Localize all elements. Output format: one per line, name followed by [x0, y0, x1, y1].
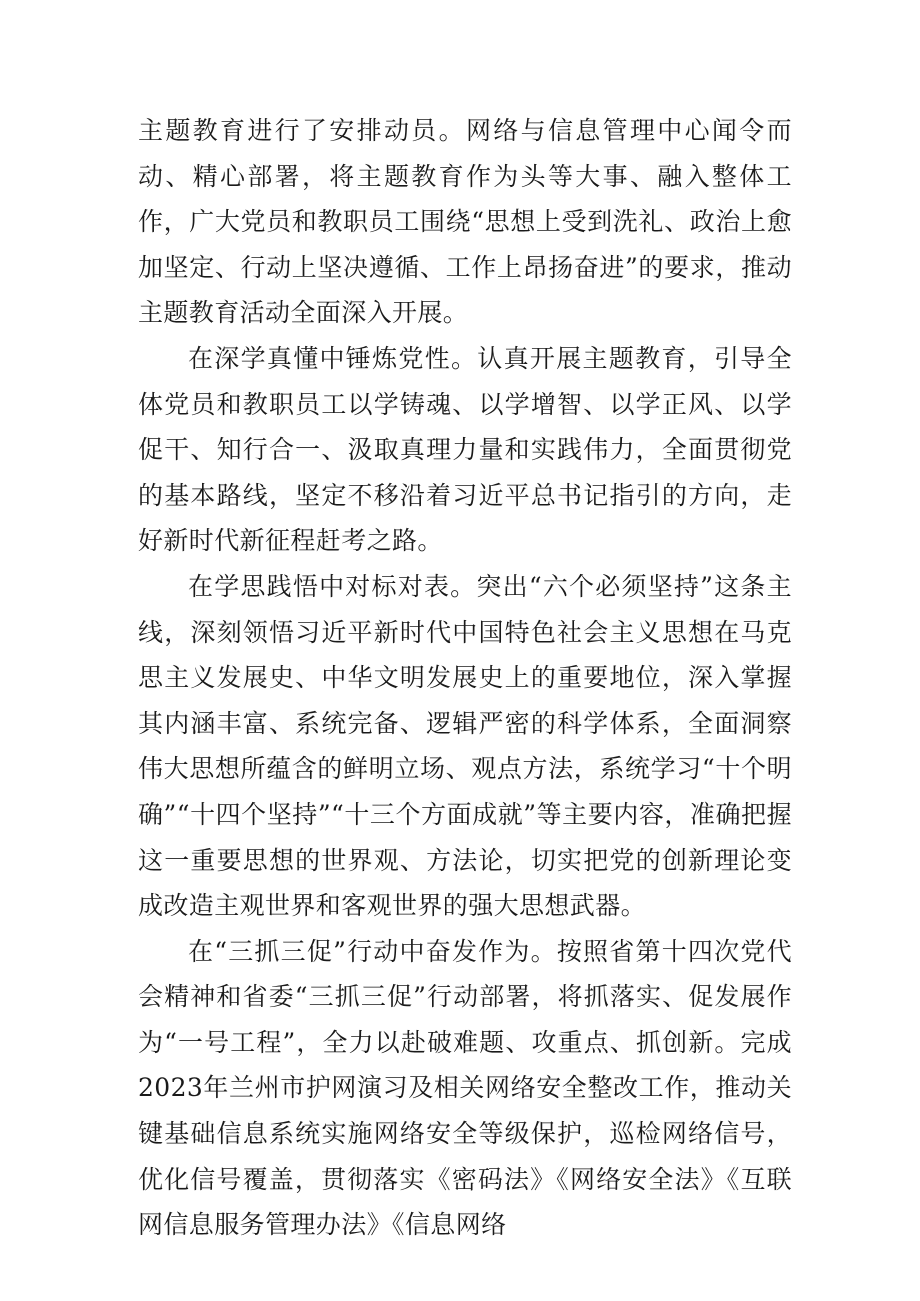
document-body	[138, 108, 792, 1248]
paragraph-benchmarking: 在学思践悟中对标对表。突出“六个必须坚持”这条主线，深刻领悟习近平新时代中国特色社会主义思想在马克思主义发展史、中华文明发展史上的重要地位，深入掌握其内涵丰富、系统完备、逻辑严密的科学体系，全面洞察伟大思想所蕴含的鲜明立场、观点方法，系统学习“十个明确”“十四个坚持”“十三个方面成就”等主要内容，准确把握这一重要思想的世界观、方法论，切实把党的创新理论变成改造主观世界和客观世界的强大思想武器。	[138, 571, 792, 921]
paragraph-party-spirit: 在深学真懂中锤炼党性。认真开展主题教育，引导全体党员和教职员工以学铸魂、以学增智、以学正风、以学促干、知行合一、汲取真理力量和实践伟力，全面贯彻党的基本路线，坚定不移沿着习近平总书记指引的方向，走好新时代新征程赶考之路。	[138, 343, 792, 556]
paragraph-continuation: 主题教育进行了安排动员。网络与信息管理中心闻令而动、精心部署，将主题教育作为头等大事、融入整体工作，广大党员和教职员工围绕“思想上受到洗礼、政治上愈加坚定、行动上坚决遵循、工作上昂扬奋进”的要求，推动主题教育活动全面深入开展。	[138, 116, 792, 328]
paragraph-three-grasps: 在“三抓三促”行动中奋发作为。按照省第十四次党代会精神和省委“三抓三促”行动部署，将抓落实、促发展作为“一号工程”，全力以赴破难题、攻重点、抓创新。完成2023年兰州市护网演习及相关网络安全整改工作，推动关键基础信息系统实施网络安全等级保护，巡检网络信号，优化信号覆盖，贯彻落实《密码法》《网络安全法》《互联网信息服务管理办法》《信息网络	[138, 936, 792, 1240]
